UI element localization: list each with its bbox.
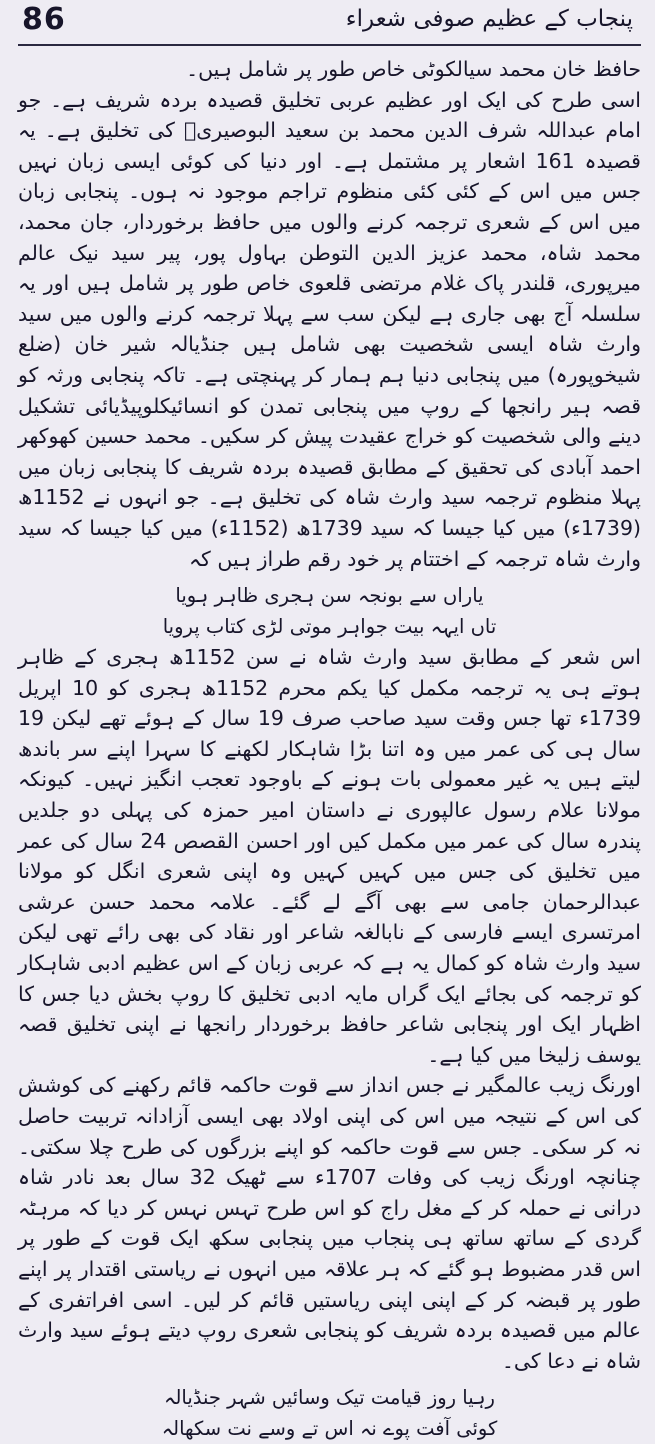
verse-line: کوئی آفت پوے نہ اس تے وسے نت سکھالہ <box>161 1417 498 1441</box>
page-number: 86 <box>22 2 66 37</box>
running-title: پنجاب کے عظیم صوفی شعراء <box>345 6 633 32</box>
page-header <box>18 0 641 46</box>
verse-line: تاں ایہہ بیت جواہر موتی لڑی کتاب پرویا <box>162 615 497 639</box>
paragraph: اورنگ زیب عالمگیر نے جس انداز سے قوت حاکمہ قائم رکھنے کی کوشش کی اس کے نتیجہ میں اس کی اپنی اولاد بھی ایسی آزادانہ تربیت حاصل نہ کر سکی۔ جس سے قوت حاکمہ کو اپنے بزرگوں کی طرح چلا سکتی۔ چنانچہ اورنگ زیب کی وفات 1707ء سے ٹھیک 32 سال بعد نادر شاہ درانی نے حملہ کر کے مغل راج کو اس طرح تہس نہس کر دیا کہ مرہٹہ گردی کے ساتھ ساتھ ہی پنجاب میں پنجابی سکھ ایک قوت کے طور پر اس قدر مضبوط ہو گئے کہ ہر علاقہ میں انہوں نے ریاستی اقتدار پر اپنے طور پر قبضہ کر کے اپنی اپنی ریاستیں قائم کر لیں۔ اسی افراتفری کے عالم میں قصیدہ بردہ شریف کو پنجابی شعری روپ دیتے ہوئے سید وارث شاہ نے دعا کی۔ <box>18 1073 641 1373</box>
paragraph: اسی طرح کی ایک اور عظیم عربی تخلیق قصیدہ بردہ شریف ہے۔ جو امام عبداللہ شرف الدین محمد بن سعید البوصیریؒ کی تخلیق ہے۔ یہ قصیدہ 161 اشعار پر مشتمل ہے۔ اور دنیا کی کوئی ایسی زبان نہیں جس میں اس کے کئی کئی منظوم تراجم موجود نہ ہوں۔ پنجابی زبان میں اس کے شعری ترجمہ کرنے والوں میں حافظ برخوردار، جان محمد، محمد شاہ، محمد عزیز الدین التوطن بہاول پور، پیر سید نیک عالم میرپوری، قلندر پاک غلام مرتضی قلعوی خاص طور پر شامل ہیں اور یہ سلسلہ آج بھی جاری ہے لیکن سب سے پہلا ترجمہ کرنے والوں میں سید وارث شاہ ایسی شخصیت بھی شامل ہیں جنڈیالہ شیر خان (ضلع شیخوپورہ) میں پنجابی دنیا ہم ہمار کر پہنچتی ہے۔ تاکہ پنجابی ورثہ کو قصہ ہیر رانجھا کے روپ میں پنجابی تمدن کو انسائیکلوپیڈیائی تشکیل دینے والی شخصیت کو خراج عقیدت پیش کر سکیں۔ محمد حسین کھوکھر احمد آبادی کی تحقیق کے مطابق قصیدہ بردہ شریف کا پنجابی زبان میں پہلا منظوم ترجمہ سید وارث شاہ کی تخلیق ہے۔ جو انہوں نے 1152ھ (1739ء) میں کیا جیسا کہ سید 1739ھ (1152ء) میں کیا جیسا کہ سید وارث شاہ ترجمہ کے اختتام پر خود رقم طراز ہیں کہ <box>18 87 641 571</box>
paragraph: اس شعر کے مطابق سید وارث شاہ نے سن 1152ھ ہجری کے ظاہر ہوتے ہی یہ ترجمہ مکمل کیا یکم محرم 1152ھ ہجری کو 10 اپریل 1739ء تھا جس وقت سید صاحب صرف 19 سال کے ہوئے تھے لیکن 19 سال ہی کی عمر میں وہ اتنا بڑا شاہکار لکھنے کا سہرا اپنے سر باندھ لیتے ہیں یہ غیر معمولی بات ہونے کے باوجود تعجب انگیز نہیں۔ کیونکہ مولانا علام رسول عالپوری نے داستان امیر حمزہ کی پہلی دو جلدیں پندرہ سال کی عمر میں مکمل کیں اور احسن القصص 24 سال کی عمر میں تخلیق کی جس میں کہیں کہیں وہ اپنی شعری انگل کو مولانا عبدالرحمان جامی سے بھی آگے لے گئے۔ علامہ محمد حسن عرشی امرتسری ایسے فارسی کے نابالغہ شاعر اور نقاد کی بھی رائے تھی لیکن سید وارث شاہ کو کمال یہ ہے کہ عربی زبان کے اس عظیم ادبی شاہکار کو ترجمہ کی بجائے ایک گراں مایہ ادبی تخلیق کا روپ بخش دیا جس کا اظہار ایک اور پنجابی شاعر حافظ برخوردار رانجھا نے اپنی تخلیق قصہ یوسف زلیخا میں کیا ہے۔ <box>18 645 642 1067</box>
page-body <box>18 54 641 1444</box>
verse-line: رہیا روز قیامت تیک وسائیں شہر جنڈیالہ <box>164 1386 495 1410</box>
verse-line: یاراں سے بونجہ سن ہجری ظاہر ہویا <box>175 584 484 608</box>
paragraph: حافظ خان محمد سیالکوٹی خاص طور پر شامل ہیں۔ <box>186 57 641 81</box>
